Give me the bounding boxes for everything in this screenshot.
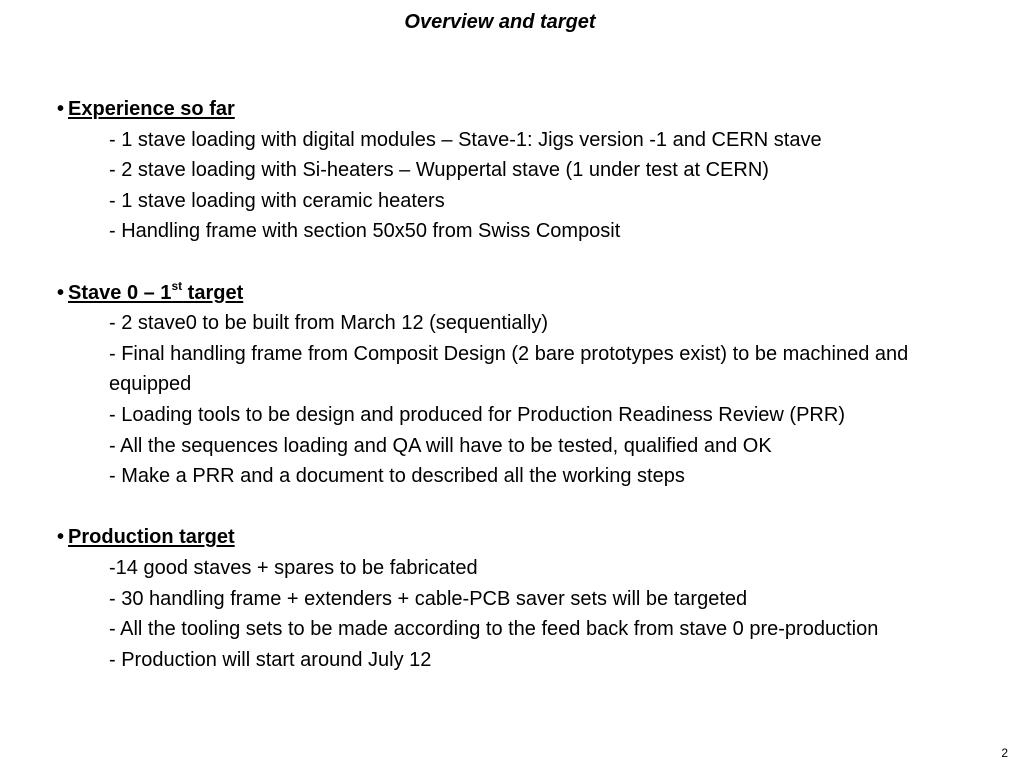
section-experience-so-far bbox=[57, 94, 977, 247]
bullet-icon: • bbox=[57, 281, 65, 304]
list-item: - 2 stave loading with Si-heaters – Wuppertal stave (1 under test at CERN) bbox=[109, 159, 769, 182]
list-item: - Final handling frame from Composit Design (2 bare prototypes exist) to be machined and equipped bbox=[109, 342, 909, 396]
list-item: - 2 stave0 to be built from March 12 (sequentially) bbox=[109, 312, 549, 335]
section-stave-0-target bbox=[57, 278, 977, 492]
section-heading-text: Experience so far bbox=[68, 98, 235, 120]
item-list bbox=[57, 553, 977, 675]
section-heading bbox=[57, 94, 977, 125]
list-item: - 30 handling frame + extenders + cable-PCB saver sets will be targeted bbox=[109, 587, 748, 610]
heading-superscript: st bbox=[171, 278, 183, 293]
item-list bbox=[57, 308, 977, 492]
heading-prefix: Stave 0 – 1 bbox=[68, 281, 172, 304]
slide-content bbox=[57, 94, 977, 675]
list-item: - Loading tools to be design and produced for Production Readiness Review (PRR) bbox=[109, 403, 845, 426]
section-heading bbox=[57, 278, 977, 309]
list-item: - 1 stave loading with digital modules – Stave-1: Jigs version -1 and CERN stave bbox=[109, 128, 822, 151]
list-item: - Handling frame with section 50x50 from Swiss Composit bbox=[109, 220, 621, 243]
section-heading-text bbox=[68, 278, 244, 304]
list-item: - Production will start around July 12 bbox=[109, 648, 432, 671]
list-item: - All the sequences loading and QA will have to be tested, qualified and OK bbox=[109, 434, 772, 457]
heading-suffix: target bbox=[182, 281, 244, 304]
bullet-icon: • bbox=[57, 526, 65, 549]
slide-title: Overview and target bbox=[404, 11, 596, 33]
section-production-target bbox=[57, 522, 977, 675]
page-number: 2 bbox=[1001, 746, 1008, 760]
list-item: - Make a PRR and a document to described all the working steps bbox=[109, 465, 685, 488]
list-item: - All the tooling sets to be made according to the feed back from stave 0 pre-production bbox=[109, 618, 879, 641]
section-heading-text: Production target bbox=[68, 526, 235, 549]
section-heading bbox=[57, 522, 977, 553]
list-item: - 1 stave loading with ceramic heaters bbox=[109, 189, 445, 212]
item-list bbox=[57, 125, 977, 247]
bullet-icon: • bbox=[57, 98, 65, 120]
list-item: -14 good staves + spares to be fabricated bbox=[109, 556, 478, 579]
